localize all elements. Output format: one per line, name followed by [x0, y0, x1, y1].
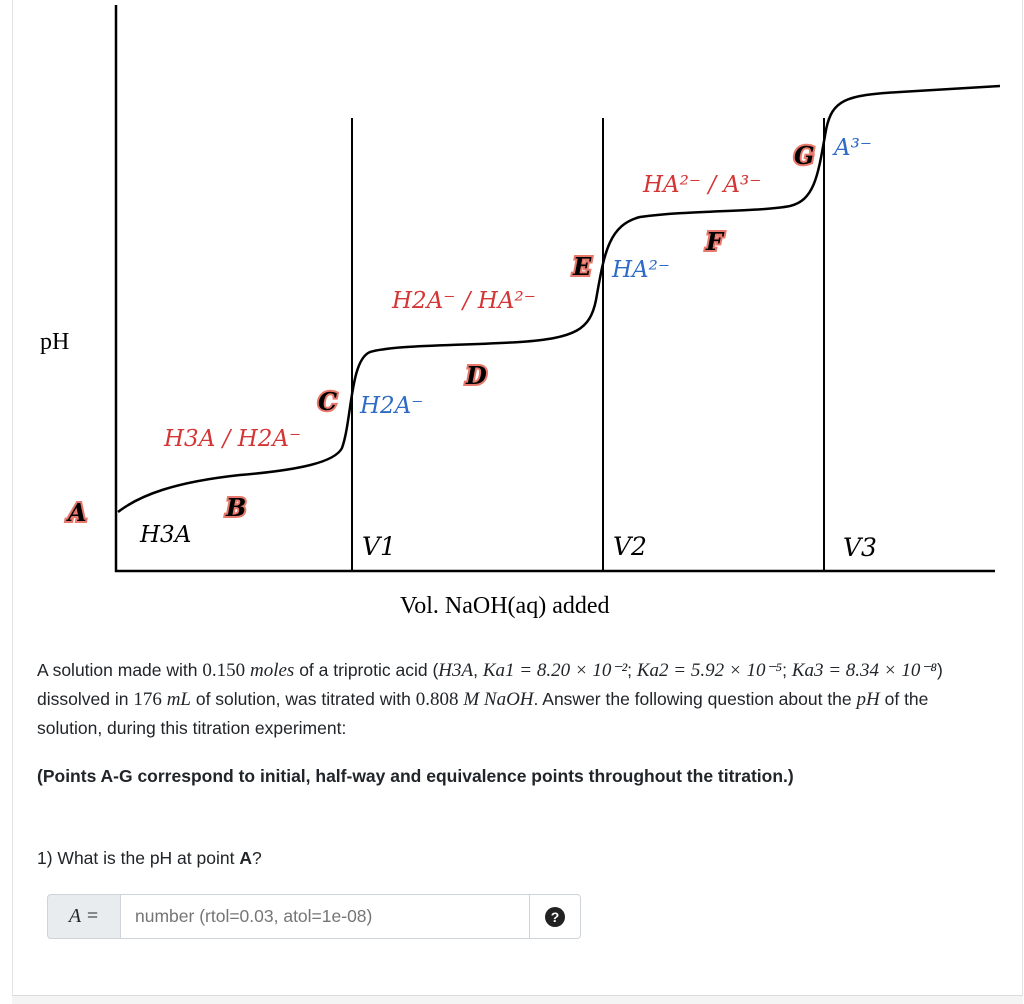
- svg-text:A: A: [68, 498, 87, 527]
- point-g: [794, 141, 815, 170]
- svg-text:B: B: [226, 493, 247, 522]
- v1-label: V1: [362, 532, 396, 561]
- v3-label: V3: [843, 533, 877, 562]
- point-c: [318, 387, 337, 416]
- help-button[interactable]: [529, 894, 581, 939]
- x-axis-label: Vol. NaOH(aq) added: [400, 593, 610, 619]
- species-h2a-ha: H2A⁻ / HA²⁻: [392, 288, 536, 314]
- help-icon: ?: [545, 907, 565, 927]
- svg-text:G: G: [794, 141, 815, 170]
- species-h2a: H2A⁻: [360, 393, 424, 419]
- svg-text:C: C: [318, 387, 338, 416]
- points-note: (Points A-G correspond to initial, half-way and equivalence points throughout the titration.): [37, 766, 794, 786]
- svg-text:F: F: [706, 227, 724, 256]
- point-d: [465, 361, 487, 390]
- y-axis-label: pH: [40, 329, 70, 355]
- point-f: [705, 227, 725, 256]
- species-h3a-h2a: H3A / H2A⁻: [164, 426, 302, 452]
- species-ha: HA²⁻: [612, 257, 671, 283]
- point-a: [66, 498, 87, 527]
- part-1-prompt: 1) What is the pH at point A?: [37, 848, 262, 868]
- question-text: A solution made with 0.150 moles of a triprotic acid (H3A, Ka1 = 8.20 × 10⁻²; Ka2 = 5.92 × 10⁻⁵; Ka3 = 8.34 × 10⁻⁸) dissolved in 176 mL of solution, was titrated with 0.808 M NaOH. Answer the following question about the pH of the solution, during this titration experiment:: [37, 660, 943, 738]
- point-e: [572, 252, 592, 281]
- species-ha-a: HA²⁻ / A³⁻: [643, 172, 762, 198]
- v2-label: V2: [613, 532, 647, 561]
- answer-input[interactable]: [121, 894, 529, 939]
- point-b: [225, 493, 246, 522]
- species-a: A³⁻: [834, 135, 872, 161]
- svg-text:D: D: [466, 361, 487, 390]
- svg-text:E: E: [573, 252, 592, 281]
- answer-label: A =: [47, 894, 121, 939]
- answer-input-group: [47, 894, 581, 939]
- species-h3a: H3A: [140, 522, 192, 548]
